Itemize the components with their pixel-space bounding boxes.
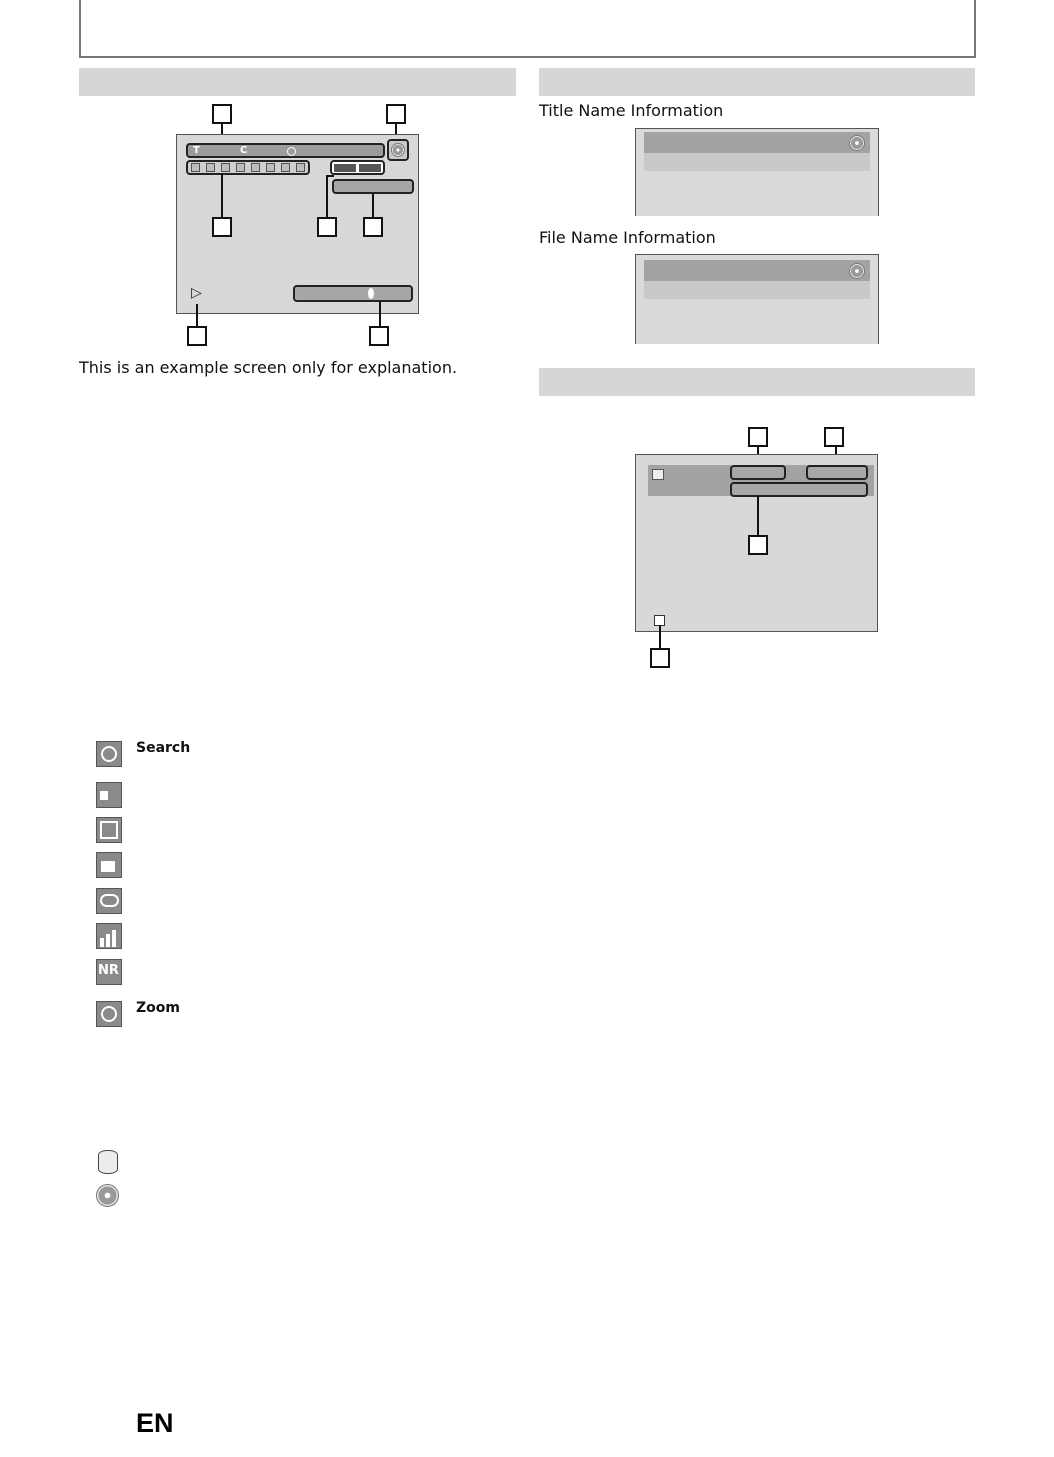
leader-line <box>659 625 661 649</box>
search-icon <box>191 163 200 172</box>
chapter-marker: C <box>240 145 248 156</box>
progress-bar <box>293 285 413 302</box>
disc-icon <box>849 135 865 151</box>
leader-line <box>326 175 334 177</box>
audio-icon <box>96 782 122 808</box>
section-bar-right-middle <box>539 368 975 396</box>
leader-line <box>221 174 223 218</box>
hdd-icon <box>98 1150 118 1174</box>
leader-line <box>372 194 374 217</box>
leader-line <box>379 301 381 326</box>
disc-icon <box>849 263 865 279</box>
file-name-bar <box>644 260 870 281</box>
repeat-icon <box>96 888 122 914</box>
section-bar-left <box>79 68 516 96</box>
leader-line <box>757 496 759 536</box>
media-indicator <box>387 139 409 161</box>
subtitle-glyph <box>100 821 118 839</box>
language-badge: EN <box>136 1408 174 1438</box>
callout-box <box>650 648 670 668</box>
nr-text: NR <box>98 963 119 978</box>
title-name-subbar <box>644 153 870 171</box>
leader-line <box>326 175 328 217</box>
eq-bar <box>100 938 104 947</box>
callout-box <box>369 326 389 346</box>
zoom-icon <box>296 163 305 172</box>
title-chapter-time-bar <box>186 143 385 158</box>
callout-box <box>824 427 844 447</box>
subtitle-icon <box>96 817 122 843</box>
callout-box <box>748 427 768 447</box>
status-field-wide <box>730 482 868 497</box>
status-field-right <box>806 465 868 480</box>
function-icon-row <box>186 160 310 175</box>
repeat-icon <box>251 163 260 172</box>
play-status-icon: ▷ <box>191 285 202 301</box>
equalizer-icon <box>266 163 275 172</box>
file-name-info-screen <box>635 254 879 344</box>
osd-diagram <box>150 100 450 350</box>
clock-icon <box>287 147 296 156</box>
title-name-info-label: Title Name Information <box>539 101 724 120</box>
noise-reduction-icon <box>281 163 290 172</box>
equalizer-icon <box>96 923 122 949</box>
progress-marker <box>368 288 374 299</box>
zoom-glyph <box>101 1006 117 1022</box>
subtitle-icon <box>221 163 230 172</box>
edit-icon <box>652 469 664 480</box>
zoom-icon <box>96 1001 122 1027</box>
setting-status-left <box>334 164 356 172</box>
setting-value-box <box>332 179 414 194</box>
repeat-glyph <box>100 894 119 907</box>
icon-legend <box>96 738 396 1038</box>
speaker-glyph <box>100 791 108 800</box>
leader-line <box>196 304 198 326</box>
callout-box <box>386 104 406 124</box>
legend-label-zoom: Zoom <box>136 1000 180 1016</box>
callout-box <box>212 217 232 237</box>
setting-status-box <box>330 160 385 175</box>
eq-bar <box>106 934 110 947</box>
status-field-left <box>730 465 786 480</box>
file-name-subbar <box>644 281 870 299</box>
file-name-info-label: File Name Information <box>539 228 716 247</box>
title-name-bar <box>644 132 870 153</box>
callout-box <box>748 535 768 555</box>
section-bar-right-top <box>539 68 975 96</box>
callout-box <box>212 104 232 124</box>
search-icon <box>96 741 122 767</box>
callout-box <box>363 217 383 237</box>
camera-angle-icon <box>96 852 122 878</box>
callout-box <box>317 217 337 237</box>
status-diagram <box>630 424 890 674</box>
audio-icon <box>206 163 215 172</box>
example-caption: This is an example screen only for explanation. <box>79 358 458 377</box>
disc-icon <box>96 1184 119 1207</box>
legend-label-search: Search <box>136 740 191 756</box>
header-frame <box>79 0 976 58</box>
camera-glyph <box>101 861 115 872</box>
eq-bar <box>112 930 116 947</box>
camera-angle-icon <box>236 163 245 172</box>
title-marker: T <box>193 145 200 156</box>
callout-box <box>187 326 207 346</box>
search-glyph <box>101 746 117 762</box>
noise-reduction-icon <box>96 959 122 985</box>
title-name-info-screen <box>635 128 879 216</box>
disc-icon <box>391 143 405 157</box>
setting-status-right <box>359 164 381 172</box>
